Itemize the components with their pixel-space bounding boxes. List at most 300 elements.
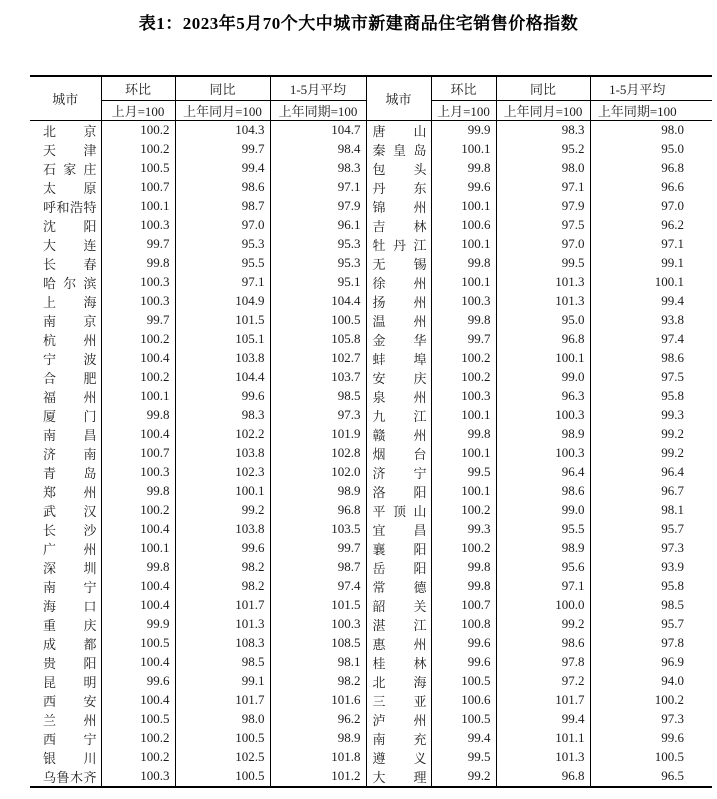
yoy-index-cell: 95.5: [175, 254, 270, 273]
city-name: 厦门: [43, 408, 97, 424]
city-cell: [30, 178, 101, 197]
table-row: [30, 520, 712, 539]
yoy-index-cell: 98.9: [496, 539, 590, 558]
avg-index-cell: 93.8: [661, 312, 684, 327]
city-name: 郑州: [43, 484, 97, 500]
yoy-index-cell: 98.9: [496, 425, 590, 444]
yoy-index-cell: 100.1: [175, 482, 270, 501]
avg-index-cell: 95.3: [270, 235, 366, 254]
yoy-index-cell: 97.5: [496, 216, 590, 235]
table-row: [30, 254, 712, 273]
city-name: 牡丹江: [372, 237, 427, 253]
city-cell: [366, 140, 431, 159]
mom-index-cell: 100.2: [431, 501, 496, 520]
yoy-index-cell: 99.1: [175, 672, 270, 691]
yoy-index-cell: 98.6: [496, 634, 590, 653]
city-cell: [30, 273, 101, 292]
mom-index-cell: 100.5: [431, 710, 496, 729]
avg-index-cell: 102.8: [270, 444, 366, 463]
avg-index-cell: 100.5: [270, 311, 366, 330]
city-name: 岳阳: [372, 560, 427, 576]
avg-index-cell: 96.1: [270, 216, 366, 235]
avg-index-cell: 97.1: [661, 236, 684, 251]
mom-index-cell: 99.8: [101, 482, 175, 501]
mom-index-cell: 99.3: [431, 520, 496, 539]
yoy-index-cell: 96.8: [496, 330, 590, 349]
avg-index-cell: 99.7: [270, 539, 366, 558]
mom-index-cell: 100.4: [101, 520, 175, 539]
city-cell: [30, 425, 101, 444]
city-name: 成都: [43, 636, 97, 652]
yoy-index-cell: 102.2: [175, 425, 270, 444]
avg-index-cell: 96.5: [661, 768, 684, 783]
avg-index-cell: 100.5: [654, 749, 684, 764]
avg-index-cell: 98.0: [661, 122, 684, 137]
mom-index-cell: 100.3: [101, 273, 175, 292]
mom-index-cell: 100.2: [101, 330, 175, 349]
avg-index-cell: 95.0: [661, 141, 684, 156]
yoy-index-cell: 98.3: [175, 406, 270, 425]
avg-index-cell: 101.5: [270, 596, 366, 615]
city-name: 九江: [372, 408, 427, 424]
avg-index-cell: 95.8: [661, 388, 684, 403]
yoy-index-cell: 97.0: [175, 216, 270, 235]
mom-index-cell: 100.1: [431, 197, 496, 216]
table-row: [30, 140, 712, 159]
city-name: 惠州: [372, 636, 427, 652]
mom-index-cell: 100.7: [101, 178, 175, 197]
yoy-index-cell: 98.0: [175, 710, 270, 729]
yoy-index-cell: 103.8: [175, 444, 270, 463]
column-subheader-yoy-base-right: 上年同月=100: [496, 100, 590, 120]
city-name: 石家庄: [43, 161, 97, 177]
mom-index-cell: 100.2: [431, 349, 496, 368]
mom-index-cell: 100.1: [101, 197, 175, 216]
table-row: [30, 425, 712, 444]
mom-index-cell: 100.5: [101, 159, 175, 178]
city-name: 沈阳: [43, 218, 97, 234]
city-cell: [30, 520, 101, 539]
city-cell: [30, 482, 101, 501]
avg-index-cell: 102.7: [270, 349, 366, 368]
city-cell: [366, 729, 431, 748]
avg-index-cell: 96.8: [661, 160, 684, 175]
table-row: [30, 767, 712, 787]
city-name: 兰州: [43, 712, 97, 728]
city-name: 海口: [43, 598, 97, 614]
city-cell: [366, 767, 431, 787]
mom-index-cell: 99.8: [431, 311, 496, 330]
avg-index-cell: 96.6: [661, 179, 684, 194]
avg-index-cell: 96.2: [661, 217, 684, 232]
yoy-index-cell: 97.9: [496, 197, 590, 216]
city-name: 呼和浩特: [43, 199, 97, 215]
city-cell: [366, 482, 431, 501]
avg-index-cell: 100.2: [654, 692, 684, 707]
city-name: 长春: [43, 256, 97, 272]
city-name: 南京: [43, 313, 97, 329]
avg-index-cell: 98.4: [270, 140, 366, 159]
yoy-index-cell: 100.5: [175, 767, 270, 787]
city-name: 泉州: [372, 389, 427, 405]
mom-index-cell: 100.2: [101, 729, 175, 748]
avg-index-cell: 102.0: [270, 463, 366, 482]
table-row: [30, 653, 712, 672]
city-cell: [30, 653, 101, 672]
city-name: 遵义: [372, 750, 427, 766]
city-name: 青岛: [43, 465, 97, 481]
yoy-index-cell: 105.1: [175, 330, 270, 349]
mom-index-cell: 99.5: [431, 748, 496, 767]
city-cell: [366, 577, 431, 596]
avg-index-cell: 97.3: [661, 540, 684, 555]
yoy-index-cell: 97.0: [496, 235, 590, 254]
price-index-table: [30, 75, 712, 788]
column-header-mom-right: 环比: [431, 76, 496, 100]
city-cell: [30, 330, 101, 349]
mom-index-cell: 100.2: [431, 368, 496, 387]
avg-index-cell: 98.7: [270, 558, 366, 577]
mom-index-cell: 99.7: [431, 330, 496, 349]
city-cell: [30, 767, 101, 787]
city-cell: [366, 368, 431, 387]
city-cell: [30, 615, 101, 634]
avg-index-cell: 95.1: [270, 273, 366, 292]
mom-index-cell: 100.3: [431, 387, 496, 406]
city-cell: [30, 463, 101, 482]
city-cell: [30, 596, 101, 615]
city-name: 天津: [43, 142, 97, 158]
avg-index-cell: 104.7: [270, 120, 366, 140]
yoy-index-cell: 101.1: [496, 729, 590, 748]
mom-index-cell: 100.2: [101, 140, 175, 159]
avg-index-cell: 103.7: [270, 368, 366, 387]
avg-index-cell: 99.3: [661, 407, 684, 422]
mom-index-cell: 100.4: [101, 691, 175, 710]
table-body: [30, 120, 712, 787]
column-subheader-avg-base-right: 上年同期=100: [590, 100, 712, 120]
avg-index-cell: 95.3: [270, 254, 366, 273]
city-name: 烟台: [372, 446, 427, 462]
city-cell: [366, 501, 431, 520]
yoy-index-cell: 101.3: [496, 292, 590, 311]
city-cell: [30, 406, 101, 425]
avg-index-cell: 105.8: [270, 330, 366, 349]
avg-index-cell: 94.0: [661, 673, 684, 688]
column-header-avg-left: 1-5月平均: [270, 76, 366, 100]
city-cell: [30, 368, 101, 387]
yoy-index-cell: 103.8: [175, 520, 270, 539]
table-row: [30, 710, 712, 729]
mom-index-cell: 100.3: [101, 463, 175, 482]
column-header-mom-left: 环比: [101, 76, 175, 100]
yoy-index-cell: 102.3: [175, 463, 270, 482]
mom-index-cell: 100.8: [431, 615, 496, 634]
table-row: [30, 634, 712, 653]
table-row: [30, 216, 712, 235]
city-cell: [30, 292, 101, 311]
city-name: 西安: [43, 693, 97, 709]
yoy-index-cell: 97.1: [496, 178, 590, 197]
mom-index-cell: 100.3: [431, 292, 496, 311]
city-name: 唐山: [372, 123, 427, 139]
avg-index-cell: 97.9: [270, 197, 366, 216]
city-name: 吉林: [372, 218, 427, 234]
yoy-index-cell: 97.8: [496, 653, 590, 672]
avg-index-cell: 97.8: [661, 635, 684, 650]
mom-index-cell: 100.1: [431, 140, 496, 159]
avg-index-cell: 95.7: [661, 616, 684, 631]
city-name: 常德: [372, 579, 427, 595]
column-subheader-yoy-base-left: 上年同月=100: [175, 100, 270, 120]
city-cell: [366, 254, 431, 273]
column-header-avg-right: 1-5月平均: [590, 76, 712, 100]
table-row: [30, 197, 712, 216]
mom-index-cell: 99.8: [101, 406, 175, 425]
city-cell: [366, 273, 431, 292]
yoy-index-cell: 95.3: [175, 235, 270, 254]
city-cell: [30, 691, 101, 710]
column-subheader-avg-base-left: 上年同期=100: [270, 100, 366, 120]
city-cell: [30, 216, 101, 235]
mom-index-cell: 99.7: [101, 311, 175, 330]
mom-index-cell: 100.2: [101, 748, 175, 767]
avg-index-cell: 96.9: [661, 654, 684, 669]
yoy-index-cell: 97.1: [496, 577, 590, 596]
table-row: [30, 672, 712, 691]
avg-index-cell: 93.9: [661, 559, 684, 574]
yoy-index-cell: 104.9: [175, 292, 270, 311]
mom-index-cell: 100.3: [101, 292, 175, 311]
city-cell: [366, 330, 431, 349]
mom-index-cell: 100.5: [101, 634, 175, 653]
city-cell: [366, 748, 431, 767]
avg-index-cell: 99.2: [661, 426, 684, 441]
yoy-index-cell: 99.6: [175, 387, 270, 406]
table-row: [30, 273, 712, 292]
yoy-index-cell: 100.1: [496, 349, 590, 368]
yoy-index-cell: 99.5: [496, 254, 590, 273]
avg-index-cell: 99.1: [661, 255, 684, 270]
city-name: 上海: [43, 294, 97, 310]
yoy-index-cell: 95.5: [496, 520, 590, 539]
mom-index-cell: 99.5: [431, 463, 496, 482]
avg-index-cell: 99.6: [661, 730, 684, 745]
yoy-index-cell: 98.3: [496, 120, 590, 140]
yoy-index-cell: 108.3: [175, 634, 270, 653]
yoy-index-cell: 96.8: [496, 767, 590, 787]
table-row: [30, 596, 712, 615]
table-row: [30, 558, 712, 577]
city-name: 韶关: [372, 598, 427, 614]
avg-index-cell: 99.4: [661, 293, 684, 308]
yoy-index-cell: 96.4: [496, 463, 590, 482]
yoy-index-cell: 101.3: [496, 748, 590, 767]
avg-index-cell: 96.7: [661, 483, 684, 498]
city-cell: [30, 387, 101, 406]
yoy-index-cell: 95.6: [496, 558, 590, 577]
mom-index-cell: 99.6: [431, 653, 496, 672]
city-cell: [30, 197, 101, 216]
city-cell: [30, 311, 101, 330]
mom-index-cell: 100.4: [101, 349, 175, 368]
avg-index-cell: 100.3: [270, 615, 366, 634]
mom-index-cell: 99.9: [431, 120, 496, 140]
city-cell: [30, 159, 101, 178]
avg-index-cell: 96.8: [270, 501, 366, 520]
city-cell: [366, 292, 431, 311]
city-cell: [366, 615, 431, 634]
yoy-index-cell: 98.6: [175, 178, 270, 197]
city-name: 宁波: [43, 351, 97, 367]
yoy-index-cell: 101.7: [496, 691, 590, 710]
avg-index-cell: 97.3: [270, 406, 366, 425]
city-name: 银川: [43, 750, 97, 766]
table-row: [30, 178, 712, 197]
city-name: 秦皇岛: [372, 142, 427, 158]
table-row: [30, 444, 712, 463]
city-name: 武汉: [43, 503, 97, 519]
city-cell: [30, 501, 101, 520]
city-name: 三亚: [372, 693, 427, 709]
city-name: 济南: [43, 446, 97, 462]
yoy-index-cell: 102.5: [175, 748, 270, 767]
city-cell: [30, 748, 101, 767]
city-name: 大理: [372, 769, 427, 785]
city-cell: [30, 634, 101, 653]
city-name: 宜昌: [372, 522, 427, 538]
city-cell: [366, 311, 431, 330]
city-name: 杭州: [43, 332, 97, 348]
avg-index-cell: 98.1: [270, 653, 366, 672]
mom-index-cell: 100.3: [101, 216, 175, 235]
avg-index-cell: 98.5: [270, 387, 366, 406]
avg-index-cell: 97.0: [661, 198, 684, 213]
yoy-index-cell: 103.8: [175, 349, 270, 368]
city-cell: [30, 235, 101, 254]
city-name: 西宁: [43, 731, 97, 747]
mom-index-cell: 99.4: [431, 729, 496, 748]
city-name: 南宁: [43, 579, 97, 595]
avg-index-cell: 97.1: [270, 178, 366, 197]
yoy-index-cell: 98.0: [496, 159, 590, 178]
mom-index-cell: 99.7: [101, 235, 175, 254]
mom-index-cell: 100.2: [101, 368, 175, 387]
table-row: [30, 539, 712, 558]
city-name: 福州: [43, 389, 97, 405]
yoy-index-cell: 96.3: [496, 387, 590, 406]
city-cell: [30, 672, 101, 691]
city-cell: [30, 558, 101, 577]
column-subheader-mom-base-right: 上月=100: [431, 100, 496, 120]
city-cell: [366, 691, 431, 710]
city-name: 南充: [372, 731, 427, 747]
city-cell: [30, 140, 101, 159]
city-name: 洛阳: [372, 484, 427, 500]
column-header-city-right: 城市: [366, 76, 431, 120]
city-cell: [366, 558, 431, 577]
avg-index-cell: 98.2: [270, 672, 366, 691]
mom-index-cell: 100.1: [431, 273, 496, 292]
yoy-index-cell: 95.2: [496, 140, 590, 159]
city-cell: [30, 729, 101, 748]
city-cell: [366, 425, 431, 444]
mom-index-cell: 100.1: [431, 235, 496, 254]
city-name: 丹东: [372, 180, 427, 196]
city-cell: [366, 120, 431, 140]
mom-index-cell: 100.4: [101, 425, 175, 444]
city-name: 扬州: [372, 294, 427, 310]
mom-index-cell: 99.8: [431, 254, 496, 273]
column-header-yoy-right: 同比: [496, 76, 590, 100]
city-cell: [366, 653, 431, 672]
city-cell: [366, 596, 431, 615]
mom-index-cell: 99.6: [431, 634, 496, 653]
mom-index-cell: 100.1: [101, 387, 175, 406]
yoy-index-cell: 101.7: [175, 691, 270, 710]
yoy-index-cell: 100.3: [496, 406, 590, 425]
column-subheader-mom-base-left: 上月=100: [101, 100, 175, 120]
yoy-index-cell: 99.0: [496, 501, 590, 520]
table-row: [30, 368, 712, 387]
city-name: 合肥: [43, 370, 97, 386]
mom-index-cell: 100.1: [431, 406, 496, 425]
mom-index-cell: 99.8: [431, 558, 496, 577]
avg-index-cell: 95.8: [661, 578, 684, 593]
table-row: [30, 330, 712, 349]
mom-index-cell: 100.4: [101, 653, 175, 672]
avg-index-cell: 98.3: [270, 159, 366, 178]
city-name: 乌鲁木齐: [43, 769, 97, 785]
city-cell: [30, 539, 101, 558]
city-cell: [30, 120, 101, 140]
city-cell: [366, 235, 431, 254]
avg-index-cell: 98.5: [661, 597, 684, 612]
city-name: 北京: [43, 123, 97, 139]
city-cell: [366, 197, 431, 216]
city-cell: [366, 710, 431, 729]
mom-index-cell: 99.6: [431, 178, 496, 197]
avg-index-cell: 108.5: [270, 634, 366, 653]
yoy-index-cell: 100.0: [496, 596, 590, 615]
yoy-index-cell: 101.5: [175, 311, 270, 330]
city-name: 深圳: [43, 560, 97, 576]
yoy-index-cell: 99.0: [496, 368, 590, 387]
city-name: 太原: [43, 180, 97, 196]
city-name: 平顶山: [372, 503, 427, 519]
avg-index-cell: 96.4: [661, 464, 684, 479]
city-cell: [30, 577, 101, 596]
avg-index-cell: 103.5: [270, 520, 366, 539]
avg-index-cell: 97.3: [661, 711, 684, 726]
yoy-index-cell: 100.5: [175, 729, 270, 748]
avg-index-cell: 97.4: [270, 577, 366, 596]
city-cell: [366, 539, 431, 558]
mom-index-cell: 100.5: [101, 710, 175, 729]
mom-index-cell: 100.4: [101, 577, 175, 596]
avg-index-cell: 98.6: [661, 350, 684, 365]
mom-index-cell: 99.8: [101, 558, 175, 577]
mom-index-cell: 99.8: [431, 159, 496, 178]
yoy-index-cell: 99.2: [496, 615, 590, 634]
avg-index-cell: 98.9: [270, 482, 366, 501]
table-row: [30, 292, 712, 311]
city-name: 徐州: [372, 275, 427, 291]
mom-index-cell: 100.6: [431, 691, 496, 710]
city-cell: [366, 672, 431, 691]
table-row: [30, 387, 712, 406]
mom-index-cell: 99.2: [431, 767, 496, 787]
